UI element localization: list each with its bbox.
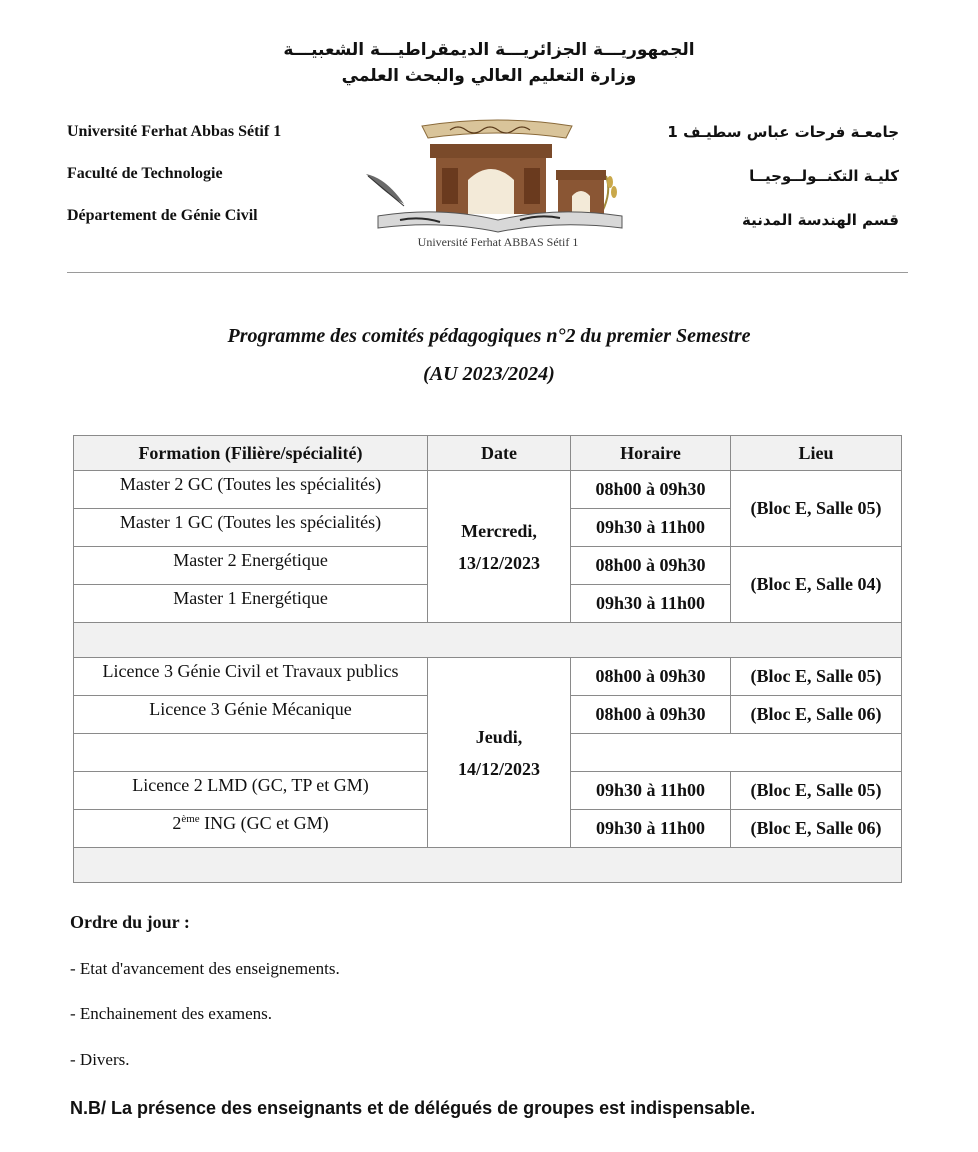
agenda-item: - Divers.: [70, 1050, 130, 1069]
column-header-date: Date: [428, 436, 571, 471]
university-name-fr: Université Ferhat Abbas Sétif 1: [67, 123, 282, 140]
page-title: Programme des comités pédagogiques n°2 du premier Semestre: [227, 325, 751, 347]
horaire-cell: 08h00 à 09h30: [571, 658, 731, 696]
formation-cell: Licence 2 LMD (GC, TP et GM): [74, 772, 428, 810]
formation-rest: ING (GC et GM): [199, 813, 329, 833]
horaire-cell: 08h00 à 09h30: [571, 471, 731, 509]
separator-cell: [74, 848, 902, 883]
empty-cell: [571, 734, 902, 772]
faculty-name-ar: كليـة التكنــولــوجيــا: [749, 167, 899, 185]
logo-caption: Université Ferhat ABBAS Sétif 1: [417, 235, 579, 249]
date-cell: [428, 658, 571, 848]
formation-number: 2: [172, 813, 182, 833]
note-text: N.B/ La présence des enseignants et de délégués de groupes est indispensable.: [70, 1098, 756, 1118]
formation-cell: Master 2 Energétique: [74, 547, 428, 585]
formation-cell: Master 1 Energétique: [74, 585, 428, 623]
formation-cell: Licence 3 Génie Civil et Travaux publics: [74, 658, 428, 696]
page-subtitle: (AU 2023/2024): [423, 363, 555, 385]
separator-row: [74, 623, 902, 658]
column-header-lieu: Lieu: [731, 436, 902, 471]
lieu-cell: (Bloc E, Salle 05): [731, 772, 902, 810]
horaire-cell: 08h00 à 09h30: [571, 547, 731, 585]
formation-cell: Master 1 GC (Toutes les spécialités): [74, 509, 428, 547]
header-divider: [67, 272, 908, 273]
date-value: 14/12/2023: [457, 758, 540, 779]
department-name-fr: Département de Génie Civil: [67, 207, 258, 224]
republic-title-ar: الجمهوريـــة الجزائريـــة الديمقراطيـــة الشعبيـــة: [283, 40, 695, 60]
lieu-cell: (Bloc E, Salle 04): [731, 547, 902, 623]
horaire-cell: 09h30 à 11h00: [571, 509, 731, 547]
horaire-cell: 09h30 à 11h00: [571, 810, 731, 848]
table-header-row: [74, 436, 902, 471]
department-name-ar: قسم الهندسة المدنية: [742, 211, 899, 229]
lieu-cell: (Bloc E, Salle 06): [731, 696, 902, 734]
horaire-cell: 09h30 à 11h00: [571, 585, 731, 623]
faculty-name-fr: Faculté de Technologie: [67, 165, 223, 182]
date-value: 13/12/2023: [457, 552, 540, 573]
formation-cell: Licence 3 Génie Mécanique: [74, 696, 428, 734]
university-name-ar: جامعـة فرحات عباس سطيـف 1: [667, 123, 899, 141]
separator-cell: [74, 623, 902, 658]
date-cell: [428, 471, 571, 623]
lieu-cell: (Bloc E, Salle 05): [731, 471, 902, 547]
formation-cell: [74, 810, 428, 848]
separator-row: [74, 848, 902, 883]
formation-superscript: ème: [181, 813, 200, 825]
date-day: Jeudi,: [475, 726, 523, 747]
university-logo: [360, 112, 636, 250]
university-logo-image: [360, 112, 636, 250]
formation-cell: [74, 734, 428, 772]
formation-cell: Master 2 GC (Toutes les spécialités): [74, 471, 428, 509]
horaire-cell: 08h00 à 09h30: [571, 696, 731, 734]
schedule-table: [73, 435, 902, 883]
agenda-item: - Enchainement des examens.: [70, 1004, 273, 1023]
column-header-formation: Formation (Filière/spécialité): [74, 436, 428, 471]
lieu-cell: (Bloc E, Salle 06): [731, 810, 902, 848]
lieu-cell: (Bloc E, Salle 05): [731, 658, 902, 696]
agenda-item: - Etat d'avancement des enseignements.: [70, 959, 340, 978]
table-row: [74, 471, 902, 509]
ministry-title-ar: وزارة التعليم العالي والبحث العلمي: [341, 66, 637, 86]
column-header-horaire: Horaire: [571, 436, 731, 471]
horaire-cell: 09h30 à 11h00: [571, 772, 731, 810]
date-day: Mercredi,: [461, 520, 537, 541]
agenda-title: Ordre du jour :: [70, 912, 190, 932]
table-row: [74, 658, 902, 696]
